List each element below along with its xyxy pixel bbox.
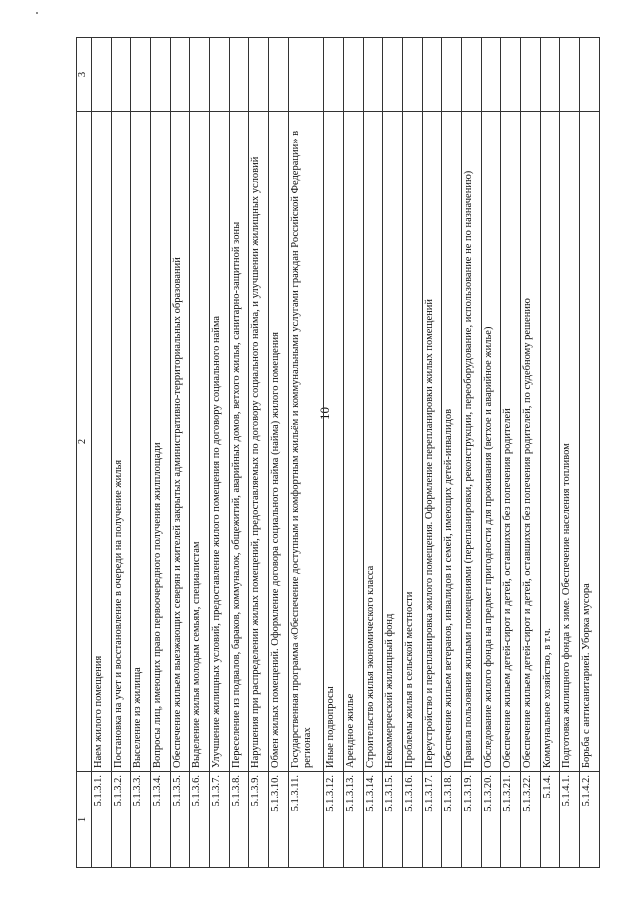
row-extra-cell bbox=[324, 38, 344, 112]
row-description-cell: Проблемы жилья в сельской местности bbox=[402, 112, 422, 772]
row-code-cell: 5.1.4.1. bbox=[560, 772, 580, 868]
row-extra-cell bbox=[151, 38, 171, 112]
table-row bbox=[580, 38, 600, 868]
row-code-cell: 5.1.3.2. bbox=[111, 772, 131, 868]
page-number: 10 bbox=[317, 407, 332, 420]
row-code-cell: 5.1.3.16. bbox=[402, 772, 422, 868]
row-code-cell: 5.1.4. bbox=[540, 772, 560, 868]
row-code-cell: 5.1.3.1. bbox=[92, 772, 112, 868]
row-extra-cell bbox=[481, 38, 501, 112]
row-description-cell: Борьба с антисанитарией. Уборка мусора bbox=[580, 112, 600, 772]
scan-speck bbox=[36, 12, 38, 14]
row-extra-cell bbox=[92, 38, 112, 112]
row-extra-cell bbox=[422, 38, 442, 112]
row-code-cell: 5.1.3.15. bbox=[383, 772, 403, 868]
table-row bbox=[170, 38, 190, 868]
row-code-cell: 5.1.3.17. bbox=[422, 772, 442, 868]
row-description-cell: Обследование жилого фонда на предмет пригодности для проживания (ветхое и аварийное жилье) bbox=[481, 112, 501, 772]
row-code-cell: 5.1.3.6. bbox=[190, 772, 210, 868]
row-extra-cell bbox=[580, 38, 600, 112]
table-row bbox=[383, 38, 403, 868]
row-extra-cell bbox=[131, 38, 151, 112]
row-description-cell: Некоммерческий жилищный фонд bbox=[383, 112, 403, 772]
table-row bbox=[461, 38, 481, 868]
table-row bbox=[520, 38, 540, 868]
row-extra-cell bbox=[210, 38, 230, 112]
row-extra-cell bbox=[343, 38, 363, 112]
table-row bbox=[131, 38, 151, 868]
row-extra-cell bbox=[540, 38, 560, 112]
table-row bbox=[501, 38, 521, 868]
row-code-cell: 5.1.3.3. bbox=[131, 772, 151, 868]
table-row bbox=[111, 38, 131, 868]
row-extra-cell bbox=[288, 38, 324, 112]
row-description-cell: Нарушения при распределении жилых помещений, предоставляемых по договору социального найма, и улучшении жилищных условий bbox=[249, 112, 269, 772]
row-description-cell: Арендное жилье bbox=[343, 112, 363, 772]
table-row bbox=[269, 38, 289, 868]
classifier-table bbox=[76, 37, 600, 868]
table-row bbox=[229, 38, 249, 868]
row-code-cell: 5.1.3.22. bbox=[520, 772, 540, 868]
row-code-cell: 5.1.3.18. bbox=[442, 772, 462, 868]
row-description-cell: Наем жилого помещения bbox=[92, 112, 112, 772]
row-extra-cell bbox=[363, 38, 383, 112]
row-extra-cell bbox=[383, 38, 403, 112]
row-extra-cell bbox=[560, 38, 580, 112]
row-code-cell: 5.1.3.21. bbox=[501, 772, 521, 868]
row-code-cell: 5.1.3.10. bbox=[269, 772, 289, 868]
row-description-cell: Улучшение жилищных условий, предоставление жилого помещения по договору социального найма bbox=[210, 112, 230, 772]
row-description-cell: Обеспечение жильем ветеранов, инвалидов и семей, имеющих детей-инвалидов bbox=[442, 112, 462, 772]
row-description-cell: Выселение из жилища bbox=[131, 112, 151, 772]
row-description-cell: Вопросы лиц, имеющих право первоочередного получения жилплощади bbox=[151, 112, 171, 772]
row-code-cell: 5.1.3.19. bbox=[461, 772, 481, 868]
row-description-cell: Переустройство и перепланировка жилого помещения. Оформление перепланировки жилых помещений bbox=[422, 112, 442, 772]
table-row bbox=[343, 38, 363, 868]
table-body bbox=[92, 38, 600, 868]
row-extra-cell bbox=[111, 38, 131, 112]
column-header-3: 3 bbox=[77, 38, 92, 112]
row-description-cell: Переселение из подвалов, бараков, коммуналок, общежитий, аварийных домов, ветхого жилья, санитарно-защитной зоны bbox=[229, 112, 249, 772]
table-row bbox=[560, 38, 580, 868]
row-extra-cell bbox=[442, 38, 462, 112]
row-code-cell: 5.1.3.11. bbox=[288, 772, 324, 868]
row-description-cell: Обеспечение жильем детей-сирот и детей, оставшихся без попечения родителей bbox=[501, 112, 521, 772]
row-description-cell: Выделение жилья молодым семьям, специалистам bbox=[190, 112, 210, 772]
table-row bbox=[92, 38, 112, 868]
row-extra-cell bbox=[170, 38, 190, 112]
table-row bbox=[190, 38, 210, 868]
table-row bbox=[402, 38, 422, 868]
row-description-cell: Иные подвопросы bbox=[324, 112, 344, 772]
column-header-1: 1 bbox=[77, 772, 92, 868]
row-description-cell: Государственная программа «Обеспечение доступным и комфортным жильём и коммунальными услугами граждан Российской Федерации» в регионах bbox=[288, 112, 324, 772]
table-row bbox=[249, 38, 269, 868]
table-row bbox=[288, 38, 324, 868]
table-row bbox=[481, 38, 501, 868]
table-row bbox=[540, 38, 560, 868]
row-code-cell: 5.1.3.13. bbox=[343, 772, 363, 868]
row-description-cell: Коммунальное хозяйство, в т.ч. bbox=[540, 112, 560, 772]
row-extra-cell bbox=[501, 38, 521, 112]
row-extra-cell bbox=[461, 38, 481, 112]
column-header-2: 2 bbox=[77, 112, 92, 772]
row-extra-cell bbox=[229, 38, 249, 112]
row-description-cell: Постановка на учет и восстановление в очереди на получение жилья bbox=[111, 112, 131, 772]
row-code-cell: 5.1.3.20. bbox=[481, 772, 501, 868]
row-extra-cell bbox=[249, 38, 269, 112]
row-extra-cell bbox=[269, 38, 289, 112]
row-extra-cell bbox=[520, 38, 540, 112]
row-code-cell: 5.1.3.14. bbox=[363, 772, 383, 868]
row-code-cell: 5.1.3.7. bbox=[210, 772, 230, 868]
row-code-cell: 5.1.3.9. bbox=[249, 772, 269, 868]
row-description-cell: Обмен жилых помещений. Оформление договора социального найма (найма) жилого помещения bbox=[269, 112, 289, 772]
table-row bbox=[442, 38, 462, 868]
table-row bbox=[324, 38, 344, 868]
table-row bbox=[422, 38, 442, 868]
table-row bbox=[210, 38, 230, 868]
row-description-cell: Подготовка жилищного фонда к зиме. Обеспечение населения топливом bbox=[560, 112, 580, 772]
row-extra-cell bbox=[190, 38, 210, 112]
row-code-cell: 5.1.4.2. bbox=[580, 772, 600, 868]
row-extra-cell bbox=[402, 38, 422, 112]
table-row bbox=[363, 38, 383, 868]
row-code-cell: 5.1.3.12. bbox=[324, 772, 344, 868]
row-description-cell: Обеспечение жильем детей-сирот и детей, оставшихся без попечения родителей, по судебному решению bbox=[520, 112, 540, 772]
table-header-row bbox=[77, 38, 92, 868]
row-code-cell: 5.1.3.5. bbox=[170, 772, 190, 868]
row-code-cell: 5.1.3.8. bbox=[229, 772, 249, 868]
row-description-cell: Правила пользования жилыми помещениями (перепланировки, реконструкции, переоборудование, использование не по назначению) bbox=[461, 112, 481, 772]
rotated-table-container bbox=[76, 38, 600, 868]
row-code-cell: 5.1.3.4. bbox=[151, 772, 171, 868]
row-description-cell: Обеспечение жильем выезжающих северян и жителей закрытых административно-территориальных образований bbox=[170, 112, 190, 772]
row-description-cell: Строительство жилья экономического класса bbox=[363, 112, 383, 772]
table-row bbox=[151, 38, 171, 868]
